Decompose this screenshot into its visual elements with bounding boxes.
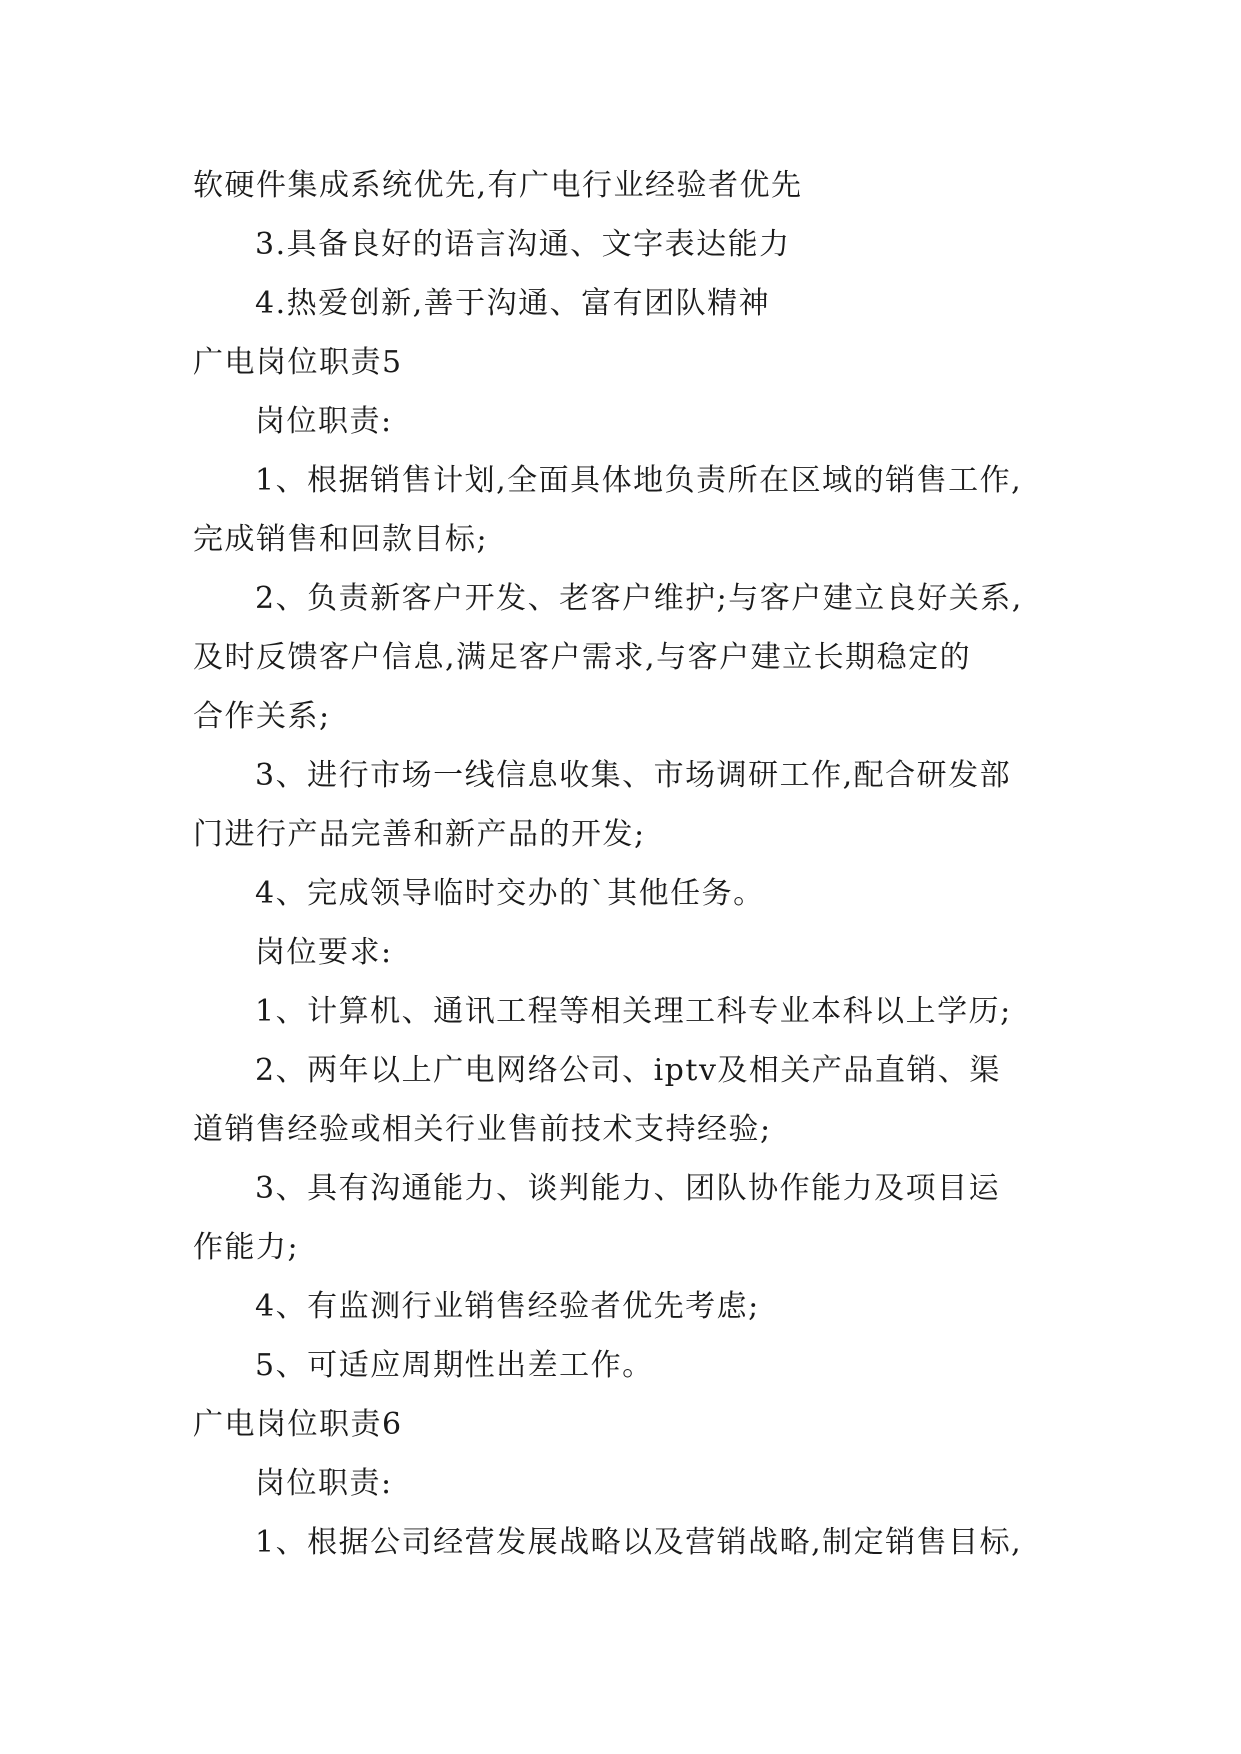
section-heading: 广电岗位职责6	[193, 1407, 403, 1442]
section-heading: 广电岗位职责5	[193, 345, 403, 380]
list-item-line: 3.具备良好的语言沟通、文字表达能力	[255, 227, 791, 262]
list-item-line: 5、可适应周期性出差工作。	[255, 1348, 654, 1383]
subsection-heading: 岗位职责:	[255, 404, 393, 439]
list-item-line: 2、两年以上广电网络公司、iptv及相关产品直销、渠	[255, 1053, 1001, 1088]
paragraph-line: 合作关系;	[193, 699, 331, 734]
list-item-line: 3、具有沟通能力、谈判能力、团队协作能力及项目运	[255, 1171, 1001, 1206]
list-item-line: 4、有监测行业销售经验者优先考虑;	[255, 1289, 760, 1324]
paragraph-line: 软硬件集成系统优先,有广电行业经验者优先	[193, 168, 803, 203]
paragraph-line: 完成销售和回款目标;	[193, 522, 489, 557]
list-item-line: 3、进行市场一线信息收集、市场调研工作,配合研发部	[255, 758, 1012, 793]
list-item-line: 1、计算机、通讯工程等相关理工科专业本科以上学历;	[255, 994, 1012, 1029]
paragraph-line: 门进行产品完善和新产品的开发;	[193, 817, 646, 852]
list-item-line: 4、完成领导临时交办的`其他任务。	[255, 876, 765, 911]
subsection-heading: 岗位要求:	[255, 935, 393, 970]
paragraph-line: 及时反馈客户信息,满足客户需求,与客户建立长期稳定的	[193, 640, 972, 675]
list-item-line: 2、负责新客户开发、老客户维护;与客户建立良好关系,	[255, 581, 1023, 616]
list-item-line: 4.热爱创新,善于沟通、富有团队精神	[255, 286, 771, 321]
list-item-line: 1、根据公司经营发展战略以及营销战略,制定销售目标,	[255, 1525, 1023, 1560]
document-body	[193, 156, 1073, 1572]
subsection-heading: 岗位职责:	[255, 1466, 393, 1501]
list-item-line: 1、根据销售计划,全面具体地负责所在区域的销售工作,	[255, 463, 1023, 498]
paragraph-line: 道销售经验或相关行业售前技术支持经验;	[193, 1112, 772, 1147]
paragraph-line: 作能力;	[193, 1230, 300, 1265]
